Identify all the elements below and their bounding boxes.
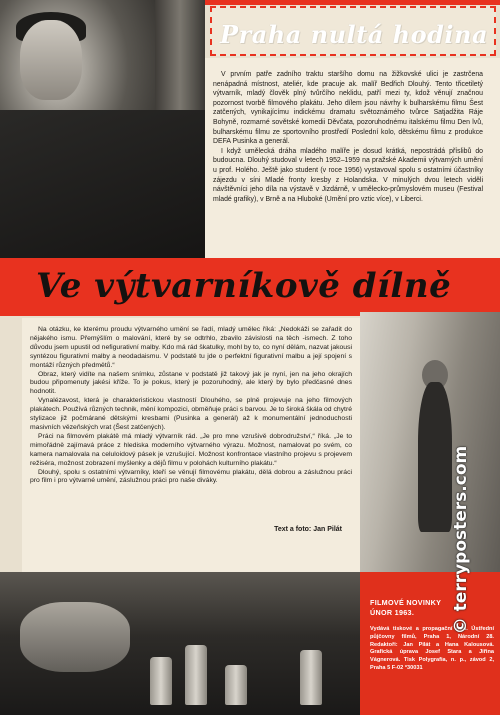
intro-paragraph: I když umělecká dráha mladého malíře je dosud krátká, nepostrádá příslibů do budoucna. Dlouhý studoval v letech 1952–1959 na pražské Akademii výtvarných umění u prof. Holého. Ještě jako student (v roce 1956) vystavoval spolu s ostatními účastníky zájezdu v síni Mladé fronty kresby z Holandska. V minulých dvou letech viděli návštěvníci jeho díla na výstavě v Jizdárně, v umělecko-průmyslovém museu (Festival mladé grafiky), v Brně a na Hluboké (Umění pro vztic více), v Liberci.	[213, 147, 483, 203]
paint-jar	[150, 657, 172, 705]
info-title-line: ÚNOR 1963.	[370, 608, 415, 617]
red-top-strip	[205, 0, 500, 5]
artist-portrait-photo	[0, 0, 205, 258]
info-title-line: FILMOVÉ NOVINKY	[370, 598, 442, 607]
watermark	[444, 366, 478, 714]
face	[20, 20, 82, 100]
hand	[20, 602, 130, 672]
studio-still-life-photo	[0, 572, 360, 715]
paint-jar	[225, 665, 247, 705]
article-paragraph: Práci na filmovém plakátě má mladý výtvarník rád. „Je pro mne vzrušivě dobrodružství,“ říká. „Je to mimořádně zajímavá práce z hlediska moderního výtvarného výrazu. Možnost, namalovat po svém, co kamera namalovala na celuloidový pásek je vzrušující. Možnost konfrontace vlastního projevu s projevem režiséra, možnost zobrazení myšlenky a dějů filmu v polohách kulturního plakátu.“	[30, 432, 352, 467]
sweater	[0, 110, 205, 258]
corner-title-box	[210, 6, 496, 56]
paint-jar	[185, 645, 207, 705]
article-paragraph: Obraz, který vidíte na našem snímku, zůstane v podstatě již takový jak je nyní, jen na jeho okrajích budou připomenuty jakési kříže. To je pokus, který je pozoruhodný, ale který by bylo předčasné dnes hodnotit.	[30, 370, 352, 396]
intro-text	[213, 70, 483, 204]
article-paragraph: Dlouhý, spolu s ostatními výtvarníky, kteří se věnují filmovému plakátu, dělá dobrou a záslužnou práci pro film i pro výtvarné umění, záslužnou práci pro naše diváky.	[30, 468, 352, 485]
photo-credit: Text a foto: Jan Pilát	[274, 526, 342, 533]
article-paragraph: Vynalézavost, která je charakteristickou vlastností Dlouhého, se plně projevuje na jeho filmových plakátech. Používá různých technik, mění kompozici, obměňuje práci s barvou. Je to široká škála od chytré stylizace již počmárané dětskými kresbami (Pusinka a generál) až k monumentální jednoduchosti masivních vězeňských vrat (Šest zatčených).	[30, 397, 352, 431]
intro-paragraph: V prvním patře zadního traktu staršího domu na žižkovské ulici je zastrčena nenápadná místnost, ateliér, kde pracuje ak. malíř Bedřich Dlouhý. Tento třicetiletý výtvarník, mladý člověk plný tvůrčího neklidu, patří mezi ty, kdož věnují značnou pozornost tvorbě filmového plakátu. Jeho dílem jsou návrhy k bulharskému filmu Šest zatčených, vynikajícímu indickému dramatu světoznámého tvůrce Satjadžita Ráje Bohyně, rozmarné sovětské komedii Děvčata, pozoruhodnému italskému filmu Den lvů, bulharskému filmu ze sportovního prostředí Poslední kolo, dětskému filmu z produkce DEFA Pusinka a generál.	[213, 71, 483, 146]
painting-photo	[360, 312, 500, 572]
article-paragraph: Na otázku, ke kterému proudu výtvarného umění se řadí, mladý umělec říká: „Nedokáži se zařadit do nějakého ismu. Přemýšlím o malování, které by se odtrhlo, zbavilo závislosti na těch -ismech. Z toho důvodu jsem upustil od nefigurativní malby. Kdo má rád škatulky, mohl by to, co nyní dělám, nazvat jakousi syntézou figurativní malby a neodadaismu. V podstatě tu jde o perfektní figurativní malbu a její spojení s montáží různých předmětů.“	[30, 326, 352, 369]
corner-title: Praha nultá hodina	[220, 20, 488, 49]
headline: Ve výtvarníkově dílně	[36, 266, 452, 306]
article-text	[30, 326, 352, 486]
paint-jar	[300, 650, 322, 705]
watermark-text: © terryposters.com	[451, 445, 471, 635]
info-imprint: Vydává tiskové a propagační odd. Ústřední půjčovny filmů, Praha 1, Národní 28. Redaktoři: Jan Pilát a Hana Kalousová. Grafická úprava Josef Stara a Jiřina Vágnerová. Tisk Polygrafia, n. p., závod 2, Praha 5 F-02 *30031	[370, 626, 494, 671]
